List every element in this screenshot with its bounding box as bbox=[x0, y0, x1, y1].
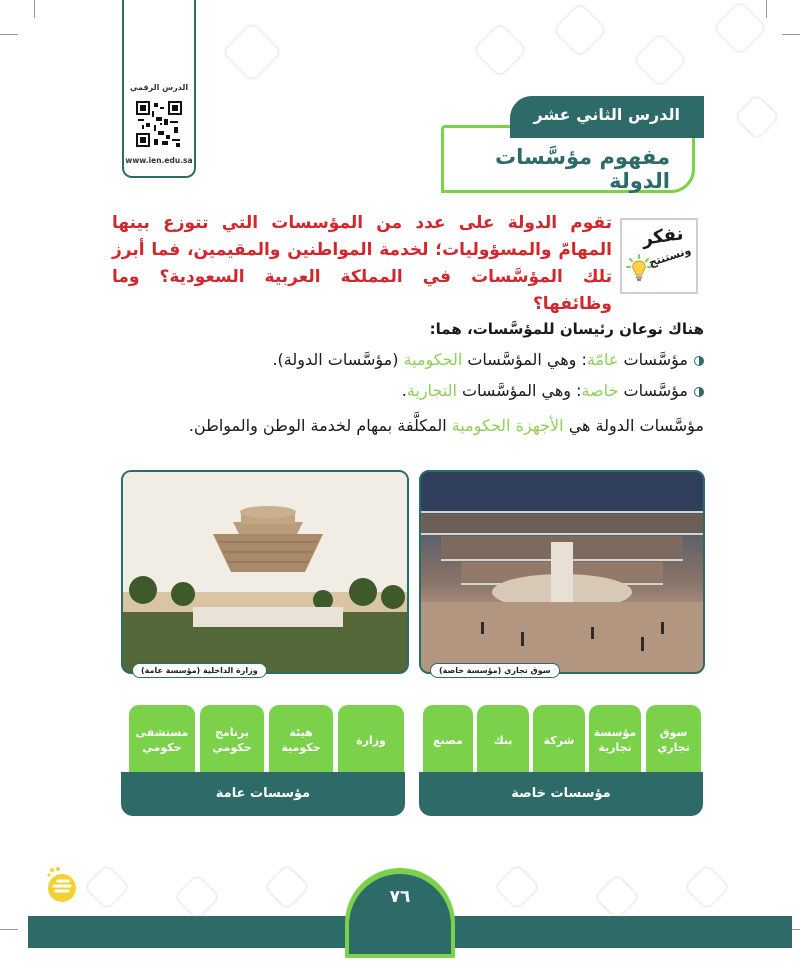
text: : وهي المؤسَّسات bbox=[456, 381, 582, 400]
crop-mark bbox=[782, 34, 800, 35]
crop-mark bbox=[34, 0, 35, 18]
text: مؤسَّسات bbox=[618, 350, 688, 369]
private-item-card: مصنع bbox=[423, 705, 473, 775]
highlight-text: التجارية bbox=[406, 381, 457, 400]
page-number: ٧٦ bbox=[349, 874, 451, 954]
background-pattern bbox=[493, 863, 541, 911]
background-pattern bbox=[83, 863, 131, 911]
background-pattern bbox=[733, 93, 781, 141]
highlight-text: خاصة bbox=[581, 381, 619, 400]
lightbulb-icon bbox=[626, 254, 652, 284]
text: المكلَّفة بمهام لخدمة الوطن والمواطن. bbox=[188, 416, 452, 435]
highlight-text: عامّة bbox=[586, 350, 619, 369]
text: : وهي المؤسَّسات bbox=[462, 350, 587, 369]
background-pattern bbox=[632, 32, 689, 89]
deduce-word: ونستنتج bbox=[647, 243, 693, 270]
public-item-card: مستشفى حكومي bbox=[129, 705, 195, 775]
public-institutions-title: مؤسسات عامة bbox=[121, 772, 405, 816]
types-intro: هناك نوعان رئيسان للمؤسَّسات، هما: bbox=[429, 320, 704, 338]
think-word: نفكر bbox=[640, 223, 685, 250]
website-url[interactable]: www.ien.edu.sa bbox=[125, 156, 193, 165]
text: مؤسَّسات bbox=[618, 381, 688, 400]
private-item-card: سوق تجاري bbox=[646, 705, 701, 775]
public-institutions-bullet bbox=[272, 350, 704, 369]
think-deduce-box bbox=[620, 218, 698, 294]
bullet-icon bbox=[694, 387, 704, 397]
background-pattern bbox=[683, 863, 731, 911]
mall-caption: سوق تجاري (مؤسسة خاصة) bbox=[430, 663, 560, 678]
public-item-card: هيئة حكومية bbox=[269, 705, 333, 775]
intro-question: تقوم الدولة على عدد من المؤسسات التي تتوزع بينها المهامّ والمسؤوليات؛ لخدمة المواطنين والمقيمين، فما أبرز تلك المؤسَّسات في المملكة العربية السعودية؟ وما وظائفها؟ bbox=[112, 213, 612, 314]
background-pattern bbox=[263, 863, 311, 911]
lesson-number-tab bbox=[510, 96, 704, 138]
bullet-icon bbox=[694, 356, 704, 366]
mall-photo bbox=[419, 470, 705, 674]
text: مؤسَّسات الدولة هي bbox=[563, 416, 704, 435]
digital-lesson-card[interactable] bbox=[122, 0, 196, 178]
private-item-card: مؤسسة تجارية bbox=[589, 705, 641, 775]
ministry-illustration bbox=[123, 472, 407, 672]
background-pattern bbox=[552, 2, 609, 59]
crop-mark bbox=[0, 929, 18, 930]
background-pattern bbox=[472, 22, 529, 79]
background-pattern bbox=[593, 873, 641, 921]
mall-illustration bbox=[421, 472, 703, 672]
background-pattern bbox=[712, 0, 769, 56]
public-item-card: برنامج حكومي bbox=[200, 705, 264, 775]
private-institutions-bullet bbox=[402, 381, 704, 400]
ministry-caption: وزارة الداخلية (مؤسسة عامة) bbox=[132, 663, 267, 678]
crop-mark bbox=[0, 34, 18, 35]
qr-code-icon[interactable] bbox=[136, 101, 182, 147]
text: . bbox=[401, 381, 407, 400]
state-institutions-definition bbox=[189, 416, 704, 435]
digital-lesson-label: الدرس الرقمي bbox=[129, 83, 189, 92]
private-item-card: بنك bbox=[477, 705, 529, 775]
highlight-text: الحكومية bbox=[403, 350, 463, 369]
text: (مؤسَّسات الدولة). bbox=[272, 350, 404, 369]
public-item-card: وزارة bbox=[338, 705, 404, 775]
private-item-card: شركة bbox=[533, 705, 585, 775]
highlight-text: الأجهزة الحكومية bbox=[451, 416, 564, 435]
private-institutions-title: مؤسسات خاصة bbox=[419, 772, 703, 816]
background-pattern bbox=[173, 873, 221, 921]
crop-mark bbox=[766, 0, 767, 18]
lesson-title: مفهوم مؤسَّسات الدولة bbox=[494, 145, 670, 193]
ministry-photo bbox=[121, 470, 409, 674]
publisher-logo-icon bbox=[44, 866, 78, 906]
lesson-number: الدرس الثاني عشر bbox=[533, 105, 680, 124]
background-pattern bbox=[221, 21, 283, 83]
